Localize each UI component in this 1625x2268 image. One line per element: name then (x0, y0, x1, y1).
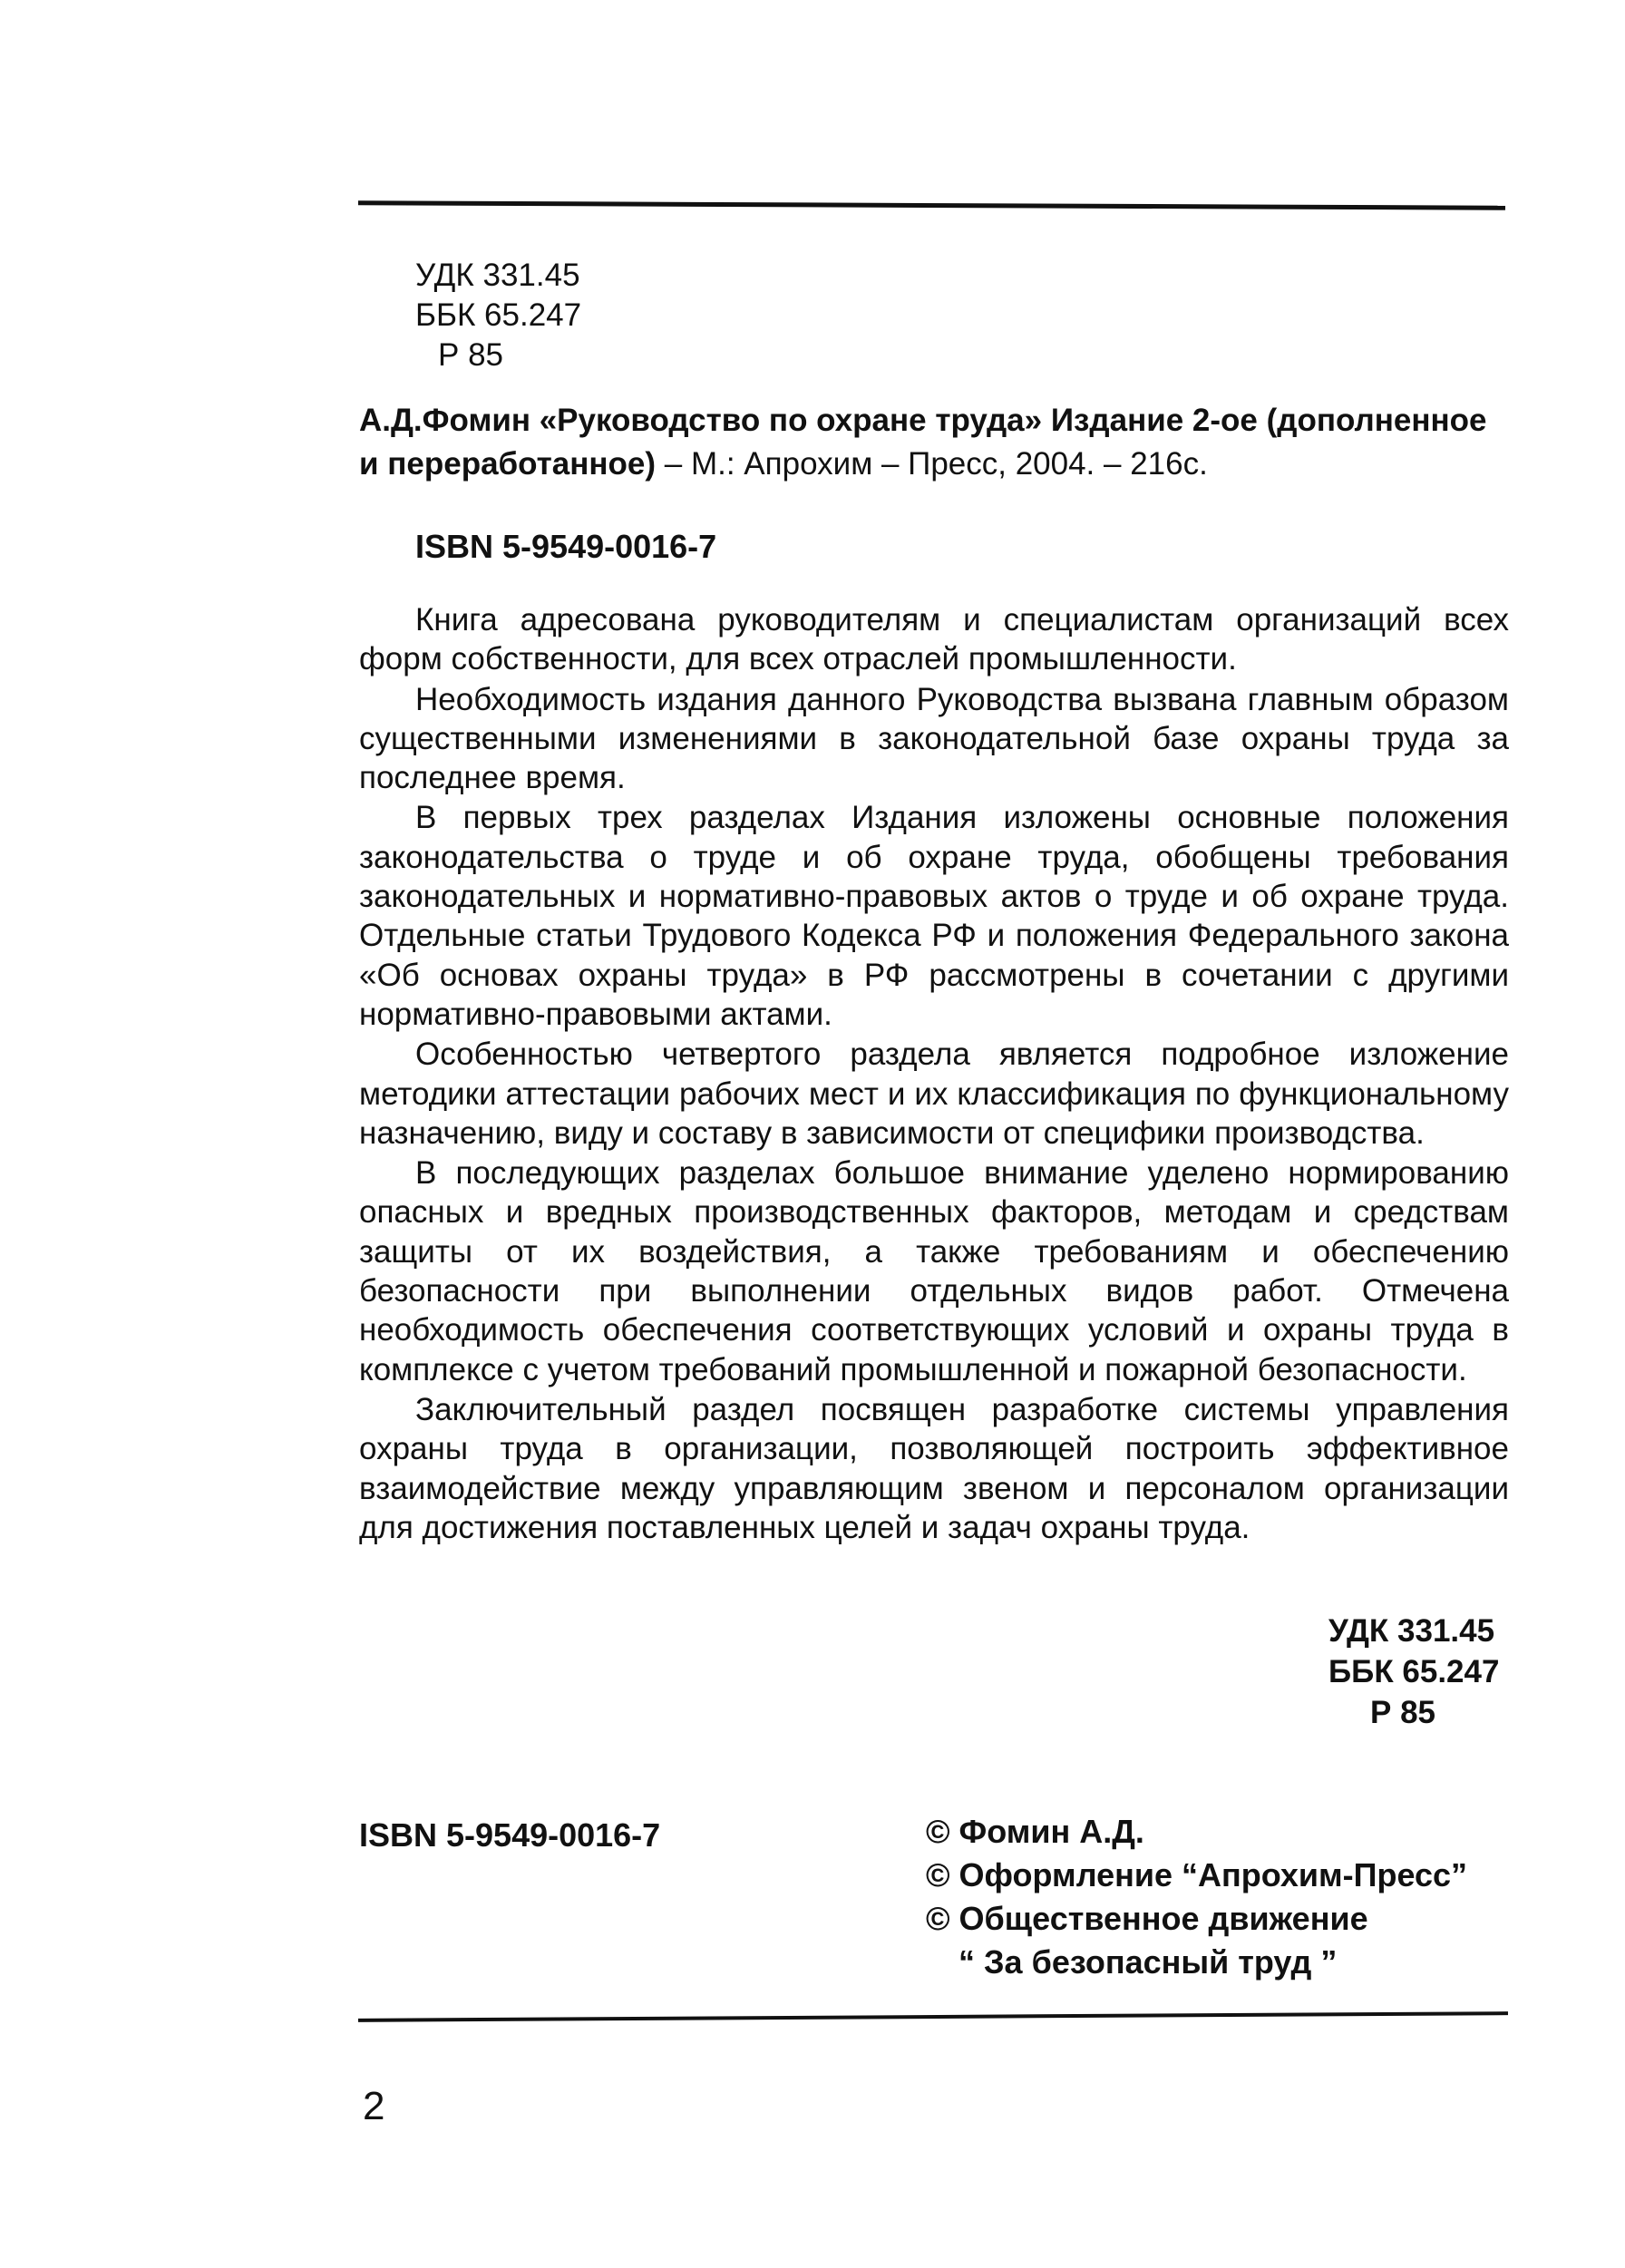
abstract-paragraph: Заключительный раздел посвящен разработке системы управления охраны труда в организации, позволяющей построить эффективное взаимодействие между управляющим звеном и персоналом организации для достижения поставленных целей и задач охраны труда. (359, 1391, 1509, 1545)
isbn-top: ISBN 5-9549-0016-7 (415, 528, 717, 565)
abstract-paragraph: Особенностью четвертого раздела является подробное изложение методики аттестации рабочих мест и их классификация по функциональному назначению, виду и составу в зависимости от специфики производства. (359, 1037, 1509, 1151)
copyright-line: “ За безопасный труд ” (958, 1943, 1338, 1981)
abstract-paragraph: Книга адресована руководителям и специалистам организаций всех форм собственности, для всех отраслей промышленности. (359, 602, 1509, 677)
bibliographic-citation (359, 399, 1509, 486)
copyright-line: © Оформление “Апрохим-Пресс” (926, 1856, 1468, 1893)
copyright-block (926, 1810, 1467, 1984)
isbn-bottom: ISBN 5-9549-0016-7 (359, 1816, 661, 1854)
citation-title: А.Д.Фомин «Руководство по охране труда» Издание 2-ое (дополненное и переработанное) (359, 403, 1487, 482)
citation-publisher: – М.: Апрохим – Пресс, 2004. – 216с. (656, 446, 1208, 482)
abstract-paragraph: В первых трех разделах Издания изложены основные положения законодательства о труде и об охране труда, обобщены требования законодательных и нормативно-правовых актов о труде и об охране труда. Отдельные статьи Трудового Кодекса РФ и положения Федерального закона «Об основах охраны труда» в РФ рассмотрены в сочетании с другими нормативно-правовыми актами. (359, 800, 1509, 1032)
copyright-line: © Фомин А.Д. (926, 1813, 1144, 1850)
classification-codes-header (415, 256, 581, 375)
author-code-bold: Р 85 (1370, 1695, 1435, 1730)
bottom-rule (358, 2011, 1508, 2022)
udk-code-bold: УДК 331.45 (1328, 1613, 1495, 1649)
abstract-paragraph: В последующих разделах большое внимание уделено нормированию опасных и вредных производственных факторов, методам и средствам защиты от их воздействия, а также требованиям и обеспечению безопасности при выполнении отдельных видов работ. Отмечена необходимость обеспечения соответствующих условий и охраны труда в комплексе с учетом требований промышленной и пожарной безопасности. (359, 1155, 1509, 1387)
book-abstract (359, 600, 1509, 1548)
page-number: 2 (363, 2084, 385, 2128)
classification-codes-footer (1328, 1611, 1499, 1733)
bbk-code: ББК 65.247 (415, 297, 582, 333)
top-rule (358, 200, 1505, 210)
udk-code: УДК 331.45 (415, 258, 580, 293)
author-code: Р 85 (438, 337, 503, 373)
bbk-code-bold: ББК 65.247 (1328, 1654, 1500, 1689)
copyright-line: © Общественное движение (926, 1900, 1368, 1937)
abstract-paragraph: Необходимость издания данного Руководства вызвана главным образом существенными изменениями в законодательной базе охраны труда за последнее время. (359, 681, 1509, 796)
